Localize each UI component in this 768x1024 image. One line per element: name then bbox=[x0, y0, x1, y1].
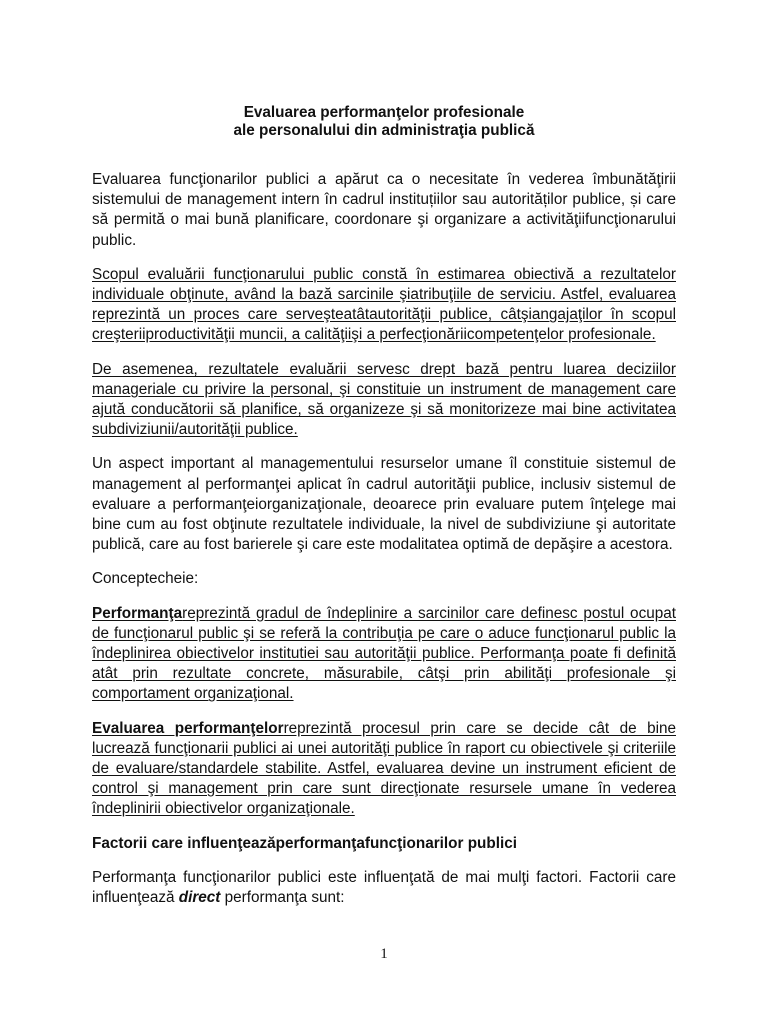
paragraph-factors bbox=[92, 868, 676, 908]
document-title bbox=[92, 104, 676, 140]
paragraph-decisions: De asemenea, rezultatele evaluării servesc drept bază pentru luarea deciziilor manageriale cu privire la personal, şi constituie un instrument de management care ajută conducătorii să planifice, să organizeze şi să monitorizeze mai bine activitatea subdiviziunii/autorităţii publice. bbox=[92, 360, 676, 439]
term-performance: Performanţa bbox=[92, 604, 183, 622]
term-performance-evaluation: Evaluarea performanţelor bbox=[92, 719, 284, 737]
factors-text-start: Performanţa funcţionarilor publici este influenţată de mai mulţi factori. Factorii care influenţează bbox=[92, 868, 676, 907]
title-line-2: ale personalului din administraţia publică bbox=[233, 122, 535, 139]
factors-emphasis: direct bbox=[178, 889, 221, 907]
title-line-1: Evaluarea performanţelor profesionale bbox=[243, 104, 525, 121]
section-heading-factors: Factorii care influenţeazăperformanţafuncţionarilor publici bbox=[92, 834, 517, 852]
paragraph-intro: Evaluarea funcţionarilor publici a apărut ca o necesitate în vederea îmbunătăţirii sistemului de management intern în cadrul instituțiilor sau autorităților publice, și care să permită o mai bună planificare, coordonare şi organizare a activităţiifuncţionarului public. bbox=[92, 171, 676, 249]
paragraph-key-concepts: Conceptecheie: bbox=[92, 570, 199, 588]
paragraph-scope: Scopul evaluării funcţionarului public constă în estimarea obiectivă a rezultatelor individuale obţinute, având la bază sarcinile şiatribuţiile de serviciu. Astfel, evaluarea reprezintă un proces care serveşteatâtautorităţii publice, câtşiangajaţilor în scopul creşteriiproductivităţii muncii, a calităţiişi a perfecţionăriicompetenţelor profesionale. bbox=[92, 265, 676, 344]
paragraph-hr-management: Un aspect important al managementului resurselor umane îl constituie sistemul de management al performanţei aplicat în cadrul autorităţii publice, inclusiv sistemul de evaluare a performanţeiorganizaţionale, deoarece prin evaluare putem înţelege mai bine cum au fost obţinute rezultatele individuale, la nivel de subdiviziune şi autoritate publică, care au fost barierele şi care este modalitatea optimă de depăşire a acestora. bbox=[92, 455, 676, 554]
performance-definition-text: reprezintă gradul de îndeplinire a sarcinilor care definesc postul ocupat de funcţionarul public şi se referă la contribuţia pe care o aduce funcţionarul public la îndeplinirea obiectivelor institutiei sau autorităţii publice. Performanţa poate fi definită atât prin rezultate concrete, măsurabile, câtşi prin abilităţi profesionale şi comportament organizaţional. bbox=[92, 604, 676, 703]
document-body bbox=[92, 104, 676, 922]
factors-text-end: performanţa sunt: bbox=[220, 889, 345, 907]
paragraph-evaluation-definition bbox=[92, 719, 676, 820]
evaluation-definition-text: reprezintă procesul prin care se decide cât de bine lucrează funcţionarii publici ai unei autorităţi publice în raport cu obiectivele şi criteriile de evaluare/standardele stabilite. Astfel, evaluarea devine un instrument eficient de control şi management prin care sunt direcţionate resursele umane în vederea îndeplinirii obiectivelor organizaţionale. bbox=[92, 719, 676, 818]
paragraph-performance-definition bbox=[92, 604, 676, 705]
page-number: 1 bbox=[380, 946, 388, 962]
